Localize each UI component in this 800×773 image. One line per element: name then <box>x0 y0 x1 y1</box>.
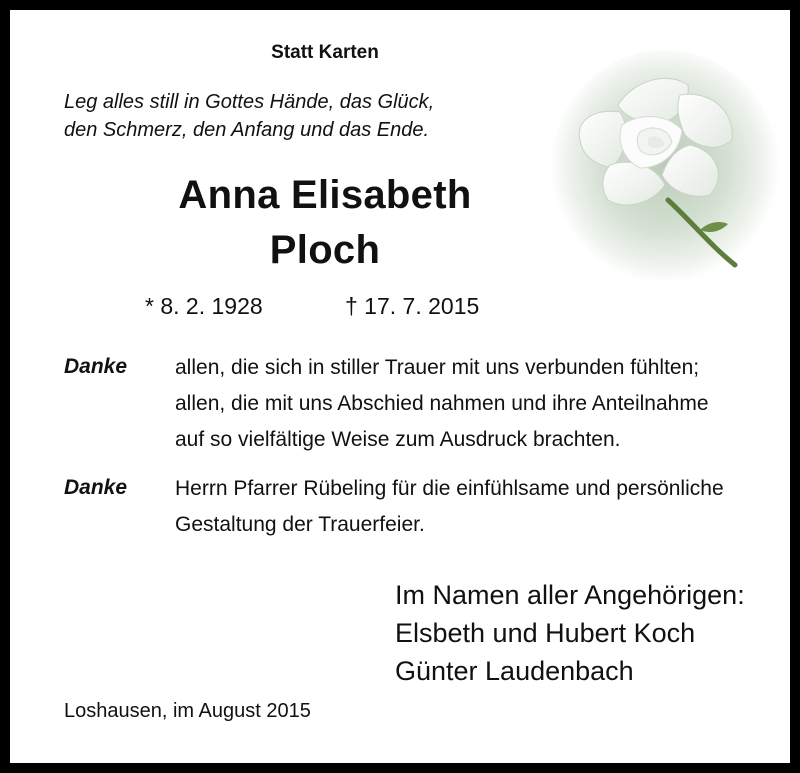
place-date: Loshausen, im August 2015 <box>64 700 311 722</box>
deceased-name <box>10 168 640 278</box>
signature-block <box>395 576 745 690</box>
danke-line: Herrn Pfarrer Rübeling für die einfühlsame und persönliche <box>175 477 724 500</box>
deceased-first-names: Anna Elisabeth <box>178 173 472 217</box>
danke-text <box>175 471 724 543</box>
danke-line: Gestaltung der Trauerfeier. <box>175 513 425 536</box>
danke-label: Danke <box>64 476 128 499</box>
signature-intro: Im Namen aller Angehörigen: <box>395 580 745 610</box>
verse-line: den Schmerz, den Anfang und das Ende. <box>64 119 430 141</box>
verse-line: Leg alles still in Gottes Hände, das Glück, <box>64 91 435 113</box>
danke-text <box>175 350 709 458</box>
verse <box>64 88 434 144</box>
danke-line: allen, die mit uns Abschied nahmen und ihre Anteilnahme <box>175 392 709 415</box>
deceased-surname: Ploch <box>269 228 381 272</box>
signature-name: Elsbeth und Hubert Koch <box>395 618 696 648</box>
danke-label: Danke <box>64 355 128 378</box>
danke-line: auf so vielfältige Weise zum Ausdruck brachten. <box>175 428 621 451</box>
header-statt-karten: Statt Karten <box>271 42 379 63</box>
death-date: † 17. 7. 2015 <box>345 293 480 319</box>
danke-line: allen, die sich in stiller Trauer mit uns verbunden fühlten; <box>175 356 700 379</box>
signature-name: Günter Laudenbach <box>395 656 634 686</box>
birth-date: * 8. 2. 1928 <box>145 293 263 319</box>
